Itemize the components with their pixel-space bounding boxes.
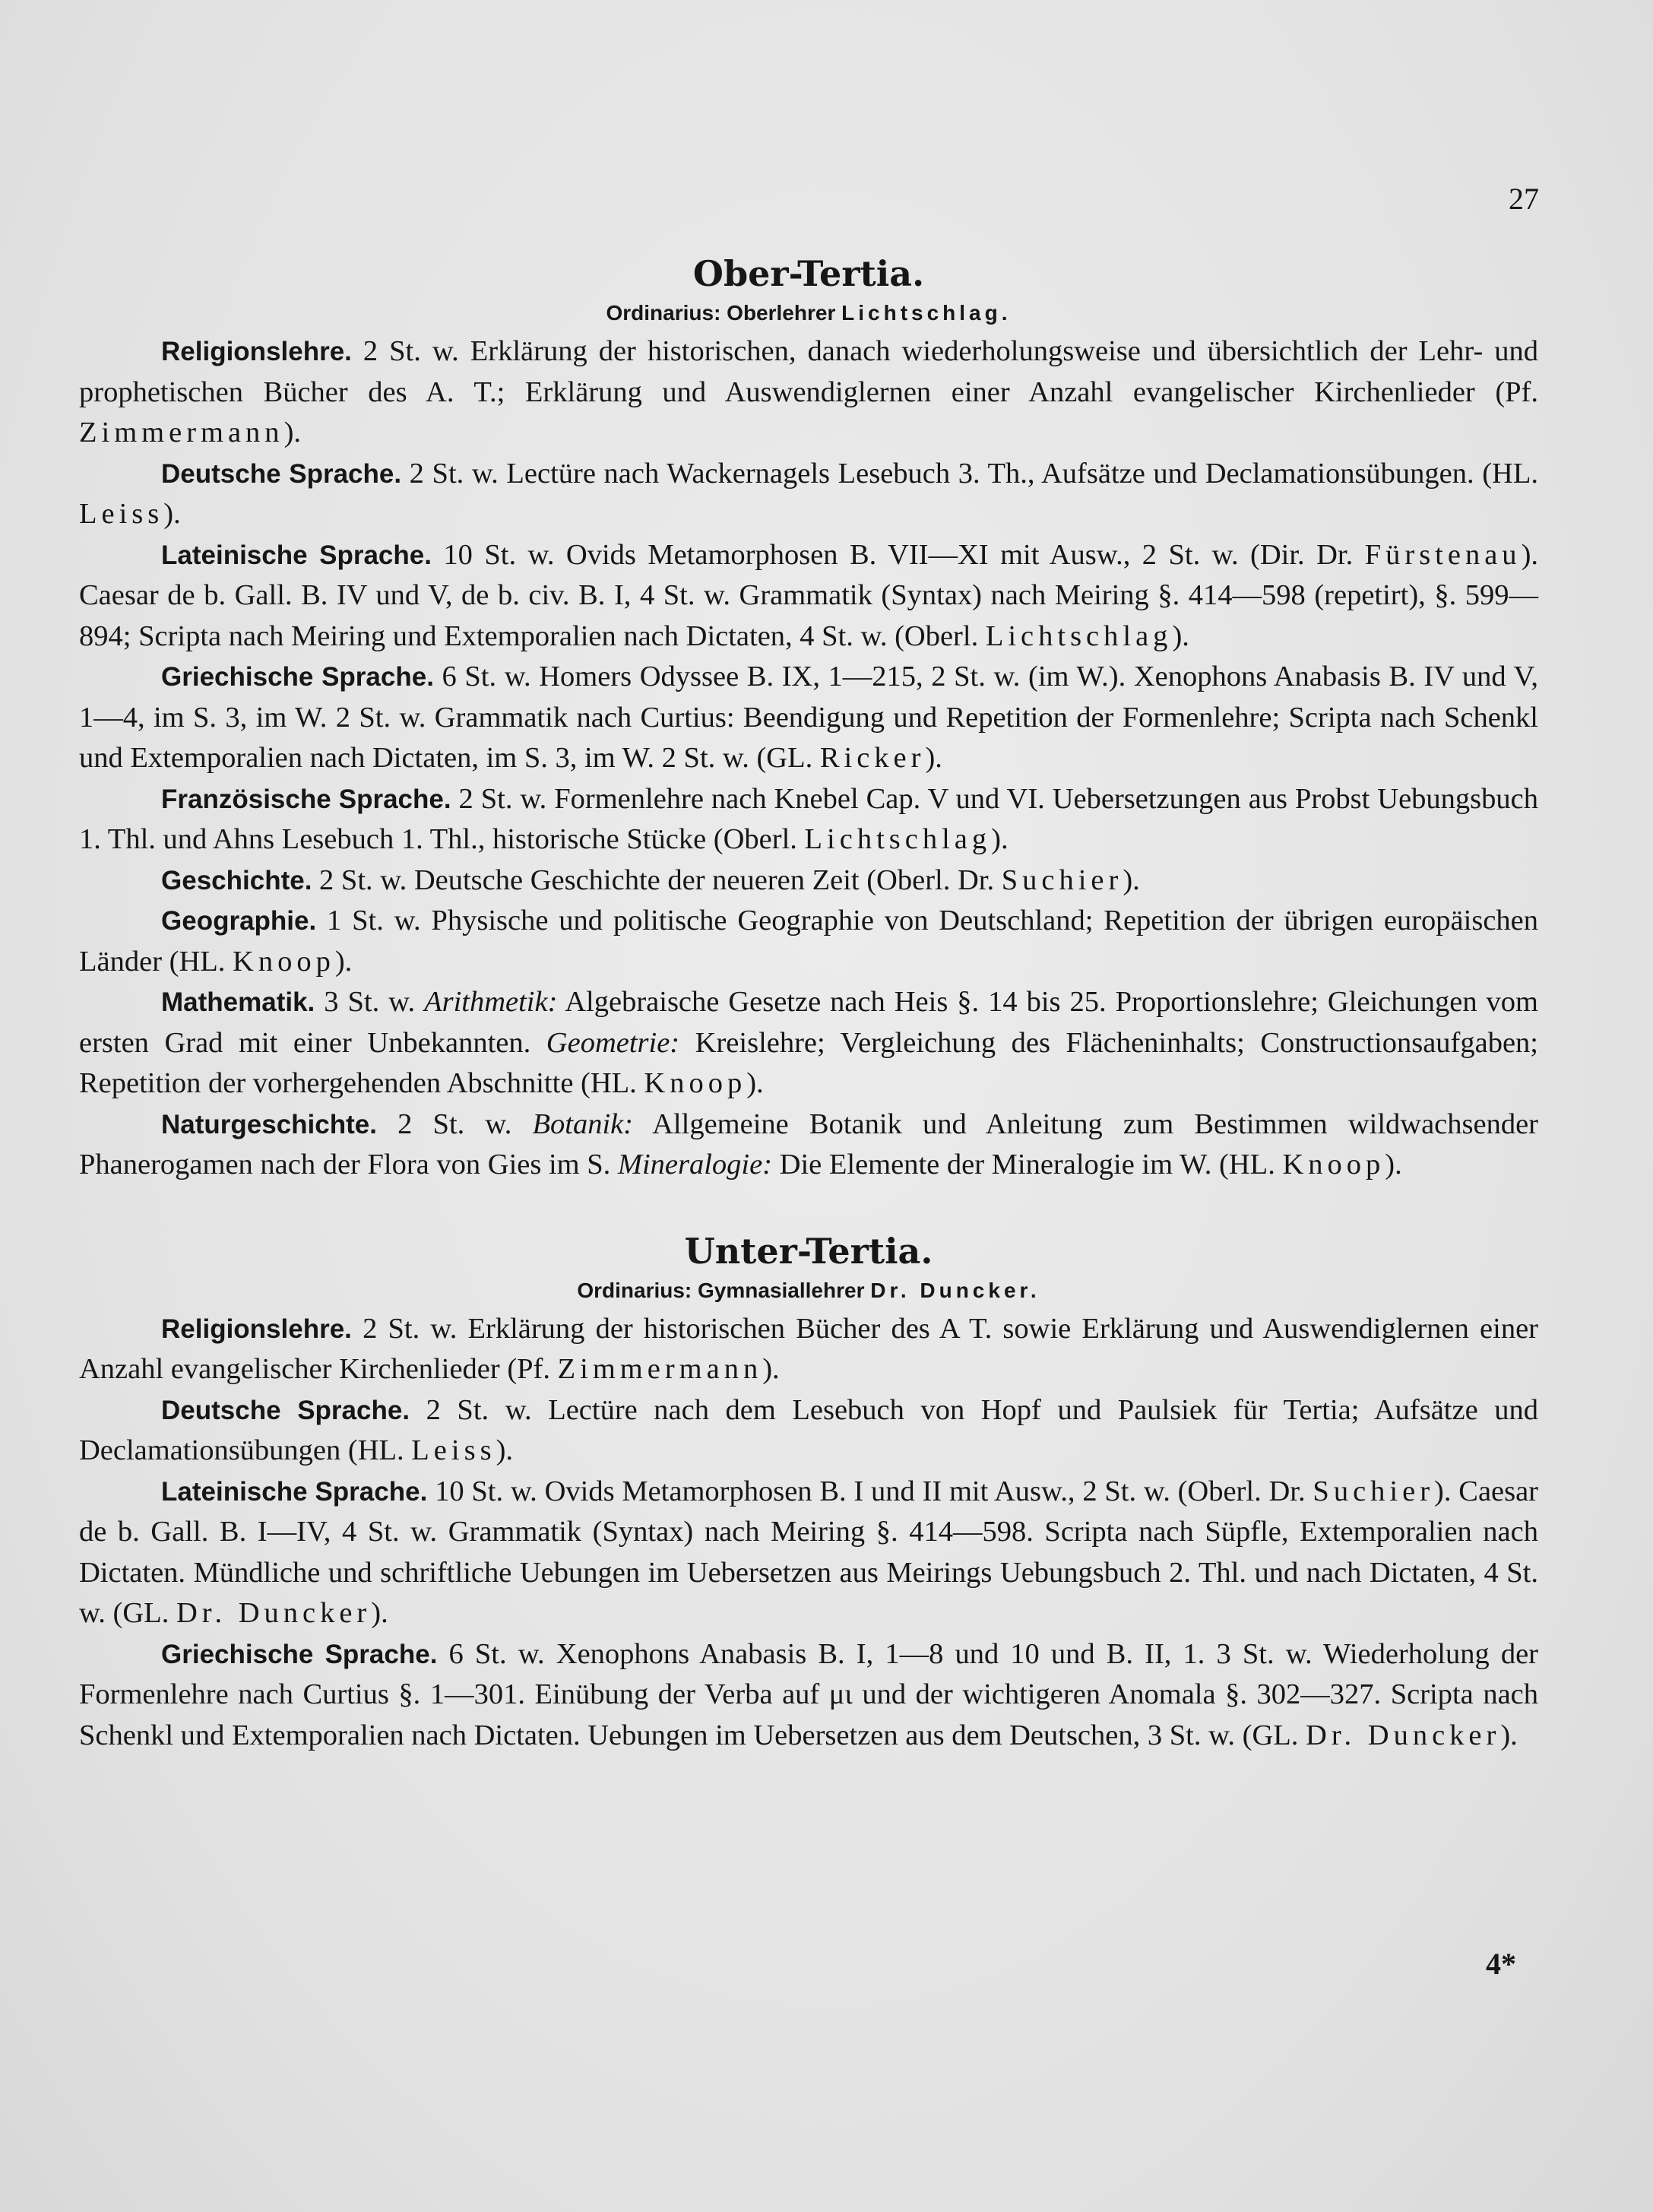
subject-label: Deutsche Sprache. bbox=[161, 458, 402, 489]
entry-text: ). bbox=[283, 417, 302, 448]
entry-text: 6 St. w. Xenophons Anabasis B. I, 1—8 und 10 und B. II, 1. 3 St. w. Wiederholung der Formenlehre nach Curtius §. 1—301. Einübung der Verba auf μι und der wichtigeren Anomala §. 302—327. Scripta nach Schenkl und Extemporalien nach Dictaten. Uebungen im Uebersetzen aus dem Deutschen, 3 St. w. (GL. bbox=[79, 1637, 1539, 1751]
entry-text: ). bbox=[1172, 620, 1189, 652]
entry-text: 2 St. w. Erklärung der historischen Bücher des A T. sowie Erklärung und Auswendiglernen einer Anzahl evangelischer Kirchenlieder (Pf. bbox=[79, 1312, 1538, 1385]
ordinarius-label: Ordinarius: Gymnasiallehrer bbox=[577, 1278, 865, 1302]
entry-text: Algebraische Gesetze nach Heis §. 14 bis 25. Proportionslehre; Gleichungen vom ersten Grad mit einer Unbekannten. bbox=[79, 986, 1538, 1059]
teacher-name: Leiss bbox=[411, 1434, 496, 1466]
topic-label: Botanik: bbox=[532, 1108, 634, 1140]
entry-text: 2 St. w. Lectüre nach dem Lesebuch von Hopf und Paulsiek für Tertia; Aufsätze und Declamationsübungen (HL. bbox=[79, 1393, 1538, 1466]
entry-text: ). bbox=[762, 1353, 780, 1385]
entry-text: Kreislehre; Vergleichung des Flächeninhalts; Constructionsaufgaben; Repetition der vorhergehenden Abschnitte (HL. bbox=[79, 1026, 1538, 1099]
ordinarius-name: Lichtschlag. bbox=[841, 301, 1012, 325]
page-content bbox=[79, 251, 1538, 1756]
entry-text: 10 St. w. Ovids Metamorphosen B. I und II mit Ausw., 2 St. w. (Oberl. Dr. bbox=[427, 1475, 1306, 1507]
entry-text: 10 St. w. Ovids Metamorphosen B. VII—XI mit Ausw., 2 St. w. (Dir. Dr. bbox=[431, 538, 1354, 571]
entry-text: 6 St. w. Homers Odyssee B. IX, 1—215, 2 St. w. (im W.). Xenophons Anabasis B. IV und V, 1—4, im S. 3, im W. 2 St. w. Grammatik nach Curtius: Beendigung und Repetition der Formenlehre; Scripta nach Schenkl und Extemporalien nach Dictaten, im S. 3, im W. 2 St. w. (GL. bbox=[79, 661, 1538, 774]
ordinarius-name: Dr. Duncker. bbox=[870, 1278, 1040, 1302]
section-title-ober-tertia: Ober-Tertia. bbox=[692, 253, 925, 294]
teacher-name: Dr. Duncker bbox=[1306, 1719, 1501, 1751]
entry-text: ). bbox=[1385, 1149, 1402, 1180]
entry-geographie-ober bbox=[79, 901, 1538, 982]
entry-geschichte-ober bbox=[79, 860, 1538, 902]
teacher-name: Leiss bbox=[79, 498, 164, 530]
teacher-name: Lichtschlag bbox=[804, 823, 992, 855]
entry-franzoesisch-ober bbox=[79, 779, 1538, 860]
entry-text: ). bbox=[925, 742, 942, 774]
ordinarius-ober-tertia bbox=[79, 296, 1538, 330]
teacher-name: Lichtschlag bbox=[985, 620, 1173, 652]
subject-label: Geschichte. bbox=[161, 865, 312, 895]
ordinarius-label: Ordinarius: Oberlehrer bbox=[606, 301, 836, 325]
teacher-name: Zimmermann bbox=[557, 1353, 763, 1385]
entry-text: ). bbox=[1123, 864, 1140, 896]
entry-text: ). bbox=[334, 945, 353, 978]
entry-text: ). bbox=[163, 498, 181, 530]
ordinarius-unter-tertia bbox=[79, 1274, 1538, 1307]
entry-text: ). bbox=[1500, 1719, 1518, 1751]
entry-text: ). bbox=[371, 1597, 388, 1629]
entry-text: ). bbox=[991, 823, 1009, 855]
entry-text: ). bbox=[496, 1434, 514, 1466]
entry-religion-ober bbox=[79, 331, 1538, 454]
teacher-name: Zimmermann bbox=[79, 417, 284, 448]
subject-label: Religionslehre. bbox=[161, 1314, 352, 1344]
subject-label: Lateinische Sprache. bbox=[161, 1476, 428, 1507]
teacher-name: Knoop bbox=[644, 1067, 747, 1099]
subject-label: Französische Sprache. bbox=[161, 784, 451, 814]
subject-label: Mathematik. bbox=[161, 987, 315, 1017]
entry-griechisch-unter bbox=[79, 1634, 1538, 1757]
teacher-name: Dr. Duncker bbox=[176, 1597, 372, 1629]
subject-label: Geographie. bbox=[161, 906, 317, 936]
entry-text: 2 St. w. Lectüre nach Wackernagels Lesebuch 3. Th., Aufsätze und Declamationsübungen. (HL. bbox=[401, 457, 1538, 490]
entry-text: 2 St. w. bbox=[376, 1108, 533, 1140]
teacher-name: Ricker bbox=[819, 742, 926, 774]
section-title-unter-tertia: Unter-Tertia. bbox=[684, 1230, 933, 1272]
entry-text: 2 St. w. Deutsche Geschichte der neueren Zeit (Oberl. Dr. bbox=[312, 864, 995, 896]
section-gap bbox=[79, 1186, 1538, 1228]
entry-latein-ober bbox=[79, 535, 1538, 658]
entry-text: ). bbox=[746, 1067, 764, 1099]
entry-text: ). Caesar de b. Gall. B. I—IV, 4 St. w. Grammatik (Syntax) nach Meiring §. 414—598. Scripta nach Süpfle, Extemporalien nach Dictaten. Mündliche und schriftliche Uebungen im Uebersetzen aus Meirings Uebungsbuch 2. Thl. und nach Dictaten, 4 St. w. (GL. bbox=[79, 1475, 1539, 1629]
entry-latein-unter bbox=[79, 1472, 1538, 1634]
teacher-name: Suchier bbox=[1001, 864, 1123, 896]
teacher-name: Knoop bbox=[1282, 1149, 1385, 1180]
topic-label: Geometrie: bbox=[546, 1026, 680, 1059]
entry-text: ). Caesar de b. Gall. B. IV und V, de b. civ. B. I, 4 St. w. Grammatik (Syntax) nach Meiring §. 414—598 (repetirt), §. 599—894; Scripta nach Meiring und Extemporalien nach Dictaten, 4 St. w. (Oberl. bbox=[79, 538, 1539, 652]
entry-text: 1 St. w. Physische und politische Geographie von Deutschland; Repetition der übrigen europäischen Länder (HL. bbox=[79, 905, 1538, 978]
subject-label: Naturgeschichte. bbox=[161, 1109, 377, 1139]
teacher-name: Fürstenau bbox=[1364, 538, 1522, 571]
entry-text: Die Elemente der Mineralogie im W. (HL. bbox=[772, 1149, 1275, 1180]
entry-text: 2 St. w. Formenlehre nach Knebel Cap. V und VI. Uebersetzungen aus Probst Uebungsbuch 1. Thl. und Ahns Lesebuch 1. Thl., historische Stücke (Oberl. bbox=[79, 782, 1538, 855]
entry-mathematik-ober bbox=[79, 982, 1538, 1104]
teacher-name: Knoop bbox=[233, 945, 335, 978]
subject-label: Deutsche Sprache. bbox=[161, 1395, 410, 1425]
subject-label: Griechische Sprache. bbox=[161, 662, 434, 692]
subject-label: Lateinische Sprache. bbox=[161, 540, 432, 570]
subject-label: Griechische Sprache. bbox=[161, 1639, 438, 1669]
entry-deutsch-ober bbox=[79, 454, 1538, 535]
entry-griechisch-ober bbox=[79, 657, 1538, 779]
page-number: 27 bbox=[1509, 182, 1539, 216]
subject-label: Religionslehre. bbox=[161, 337, 352, 366]
entry-text: Allgemeine Botanik und Anleitung zum Bestimmen wildwachsender Phanerogamen nach der Flora von Gies im S. bbox=[79, 1108, 1538, 1180]
entry-natur-ober bbox=[79, 1104, 1538, 1186]
entry-religion-unter bbox=[79, 1309, 1538, 1390]
topic-label: Arithmetik: bbox=[424, 986, 558, 1018]
topic-label: Mineralogie: bbox=[617, 1149, 773, 1180]
signature-mark: 4* bbox=[1486, 1947, 1516, 1981]
teacher-name: Suchier bbox=[1313, 1475, 1435, 1507]
entry-deutsch-unter bbox=[79, 1390, 1538, 1472]
entry-text: 2 St. w. Erklärung der historischen, danach wiederholungsweise und übersichtlich der Lehr- und prophetischen Bücher des A. T.; Erklärung und Auswendiglernen einer Anzahl evangelischer Kirchenlieder (Pf. bbox=[79, 335, 1538, 408]
entry-text: 3 St. w. bbox=[315, 986, 425, 1018]
